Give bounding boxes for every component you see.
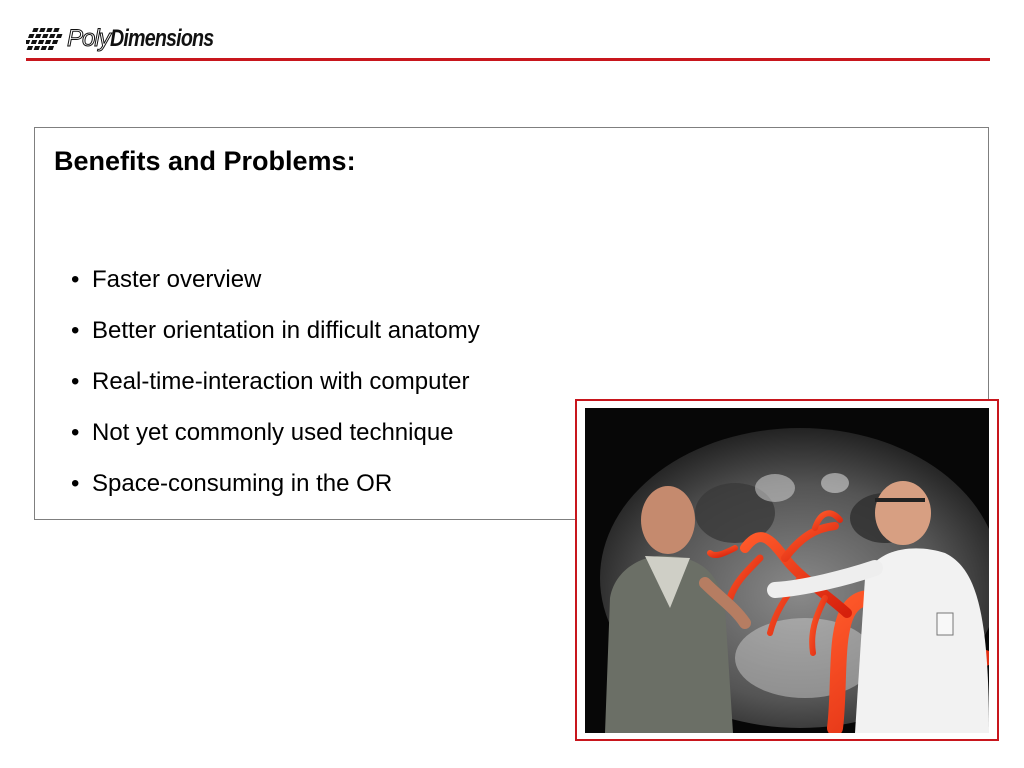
bullet-item — [71, 466, 480, 517]
logo-text-dimensions: Dimensions — [109, 25, 214, 52]
logo-grid-icon — [26, 27, 66, 51]
bullet-text: Better orientation in difficult anatomy — [92, 317, 480, 344]
bullet-icon: • — [71, 419, 80, 446]
bullet-item — [71, 364, 480, 415]
slide-title: Benefits and Problems: — [54, 146, 356, 176]
bullet-text: Space-consuming in the OR — [92, 470, 393, 497]
bullet-text: Faster overview — [92, 266, 262, 293]
bullet-icon: • — [71, 470, 80, 497]
surgeons-3d-visualization-photo — [585, 408, 989, 733]
bullet-icon: • — [71, 368, 80, 395]
bullet-text: Not yet commonly used technique — [92, 419, 454, 446]
bullet-icon: • — [71, 317, 80, 344]
bullet-list — [71, 262, 480, 517]
logo-wordmark — [67, 24, 236, 54]
bullet-text: Real-time-interaction with computer — [92, 368, 470, 395]
bullet-item — [71, 313, 480, 364]
bullet-icon: • — [71, 266, 80, 293]
logo-text-poly: Poly — [67, 25, 110, 52]
bullet-item — [71, 415, 480, 466]
header-divider — [26, 58, 990, 61]
company-logo — [26, 24, 236, 54]
photo-illustration — [585, 408, 989, 733]
photo-frame — [575, 399, 999, 741]
bullet-item — [71, 262, 480, 313]
